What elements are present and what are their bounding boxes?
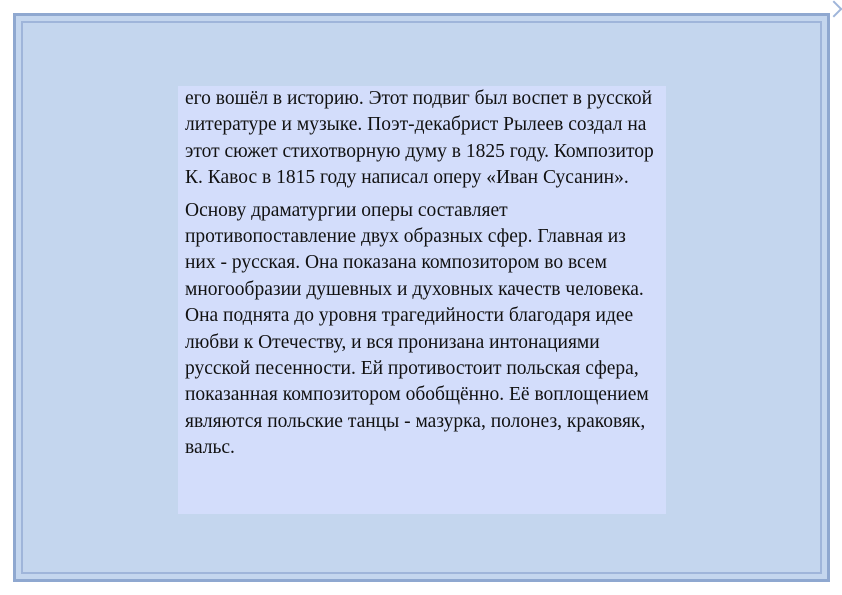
paragraph-2: Основу драматургии оперы составляет противопоставление двух образных сфер. Главная из них - русская. Она показана композитором во всем многообразии душевных и духовных качеств человека. Она поднята до уровня трагедийности благодаря идее любви к Отечеству, и вся пронизана интонациями русской песенности. Ей противостоит польская сфера, показанная композитором обобщённо. Её воплощением являются польские танцы - мазурка, полонез, краковяк, вальс. (185, 199, 649, 459)
paragraph-1: его вошёл в историю. Этот подвиг был воспет в русской литературе и музыке. Поэт-декабрист Рылеев создал на этот сюжет стихотворную думу в 1825 году. Композитор К. Кавос в 1815 году написал оперу «Иван Сусанин». (185, 88, 654, 189)
text-box (178, 86, 666, 514)
